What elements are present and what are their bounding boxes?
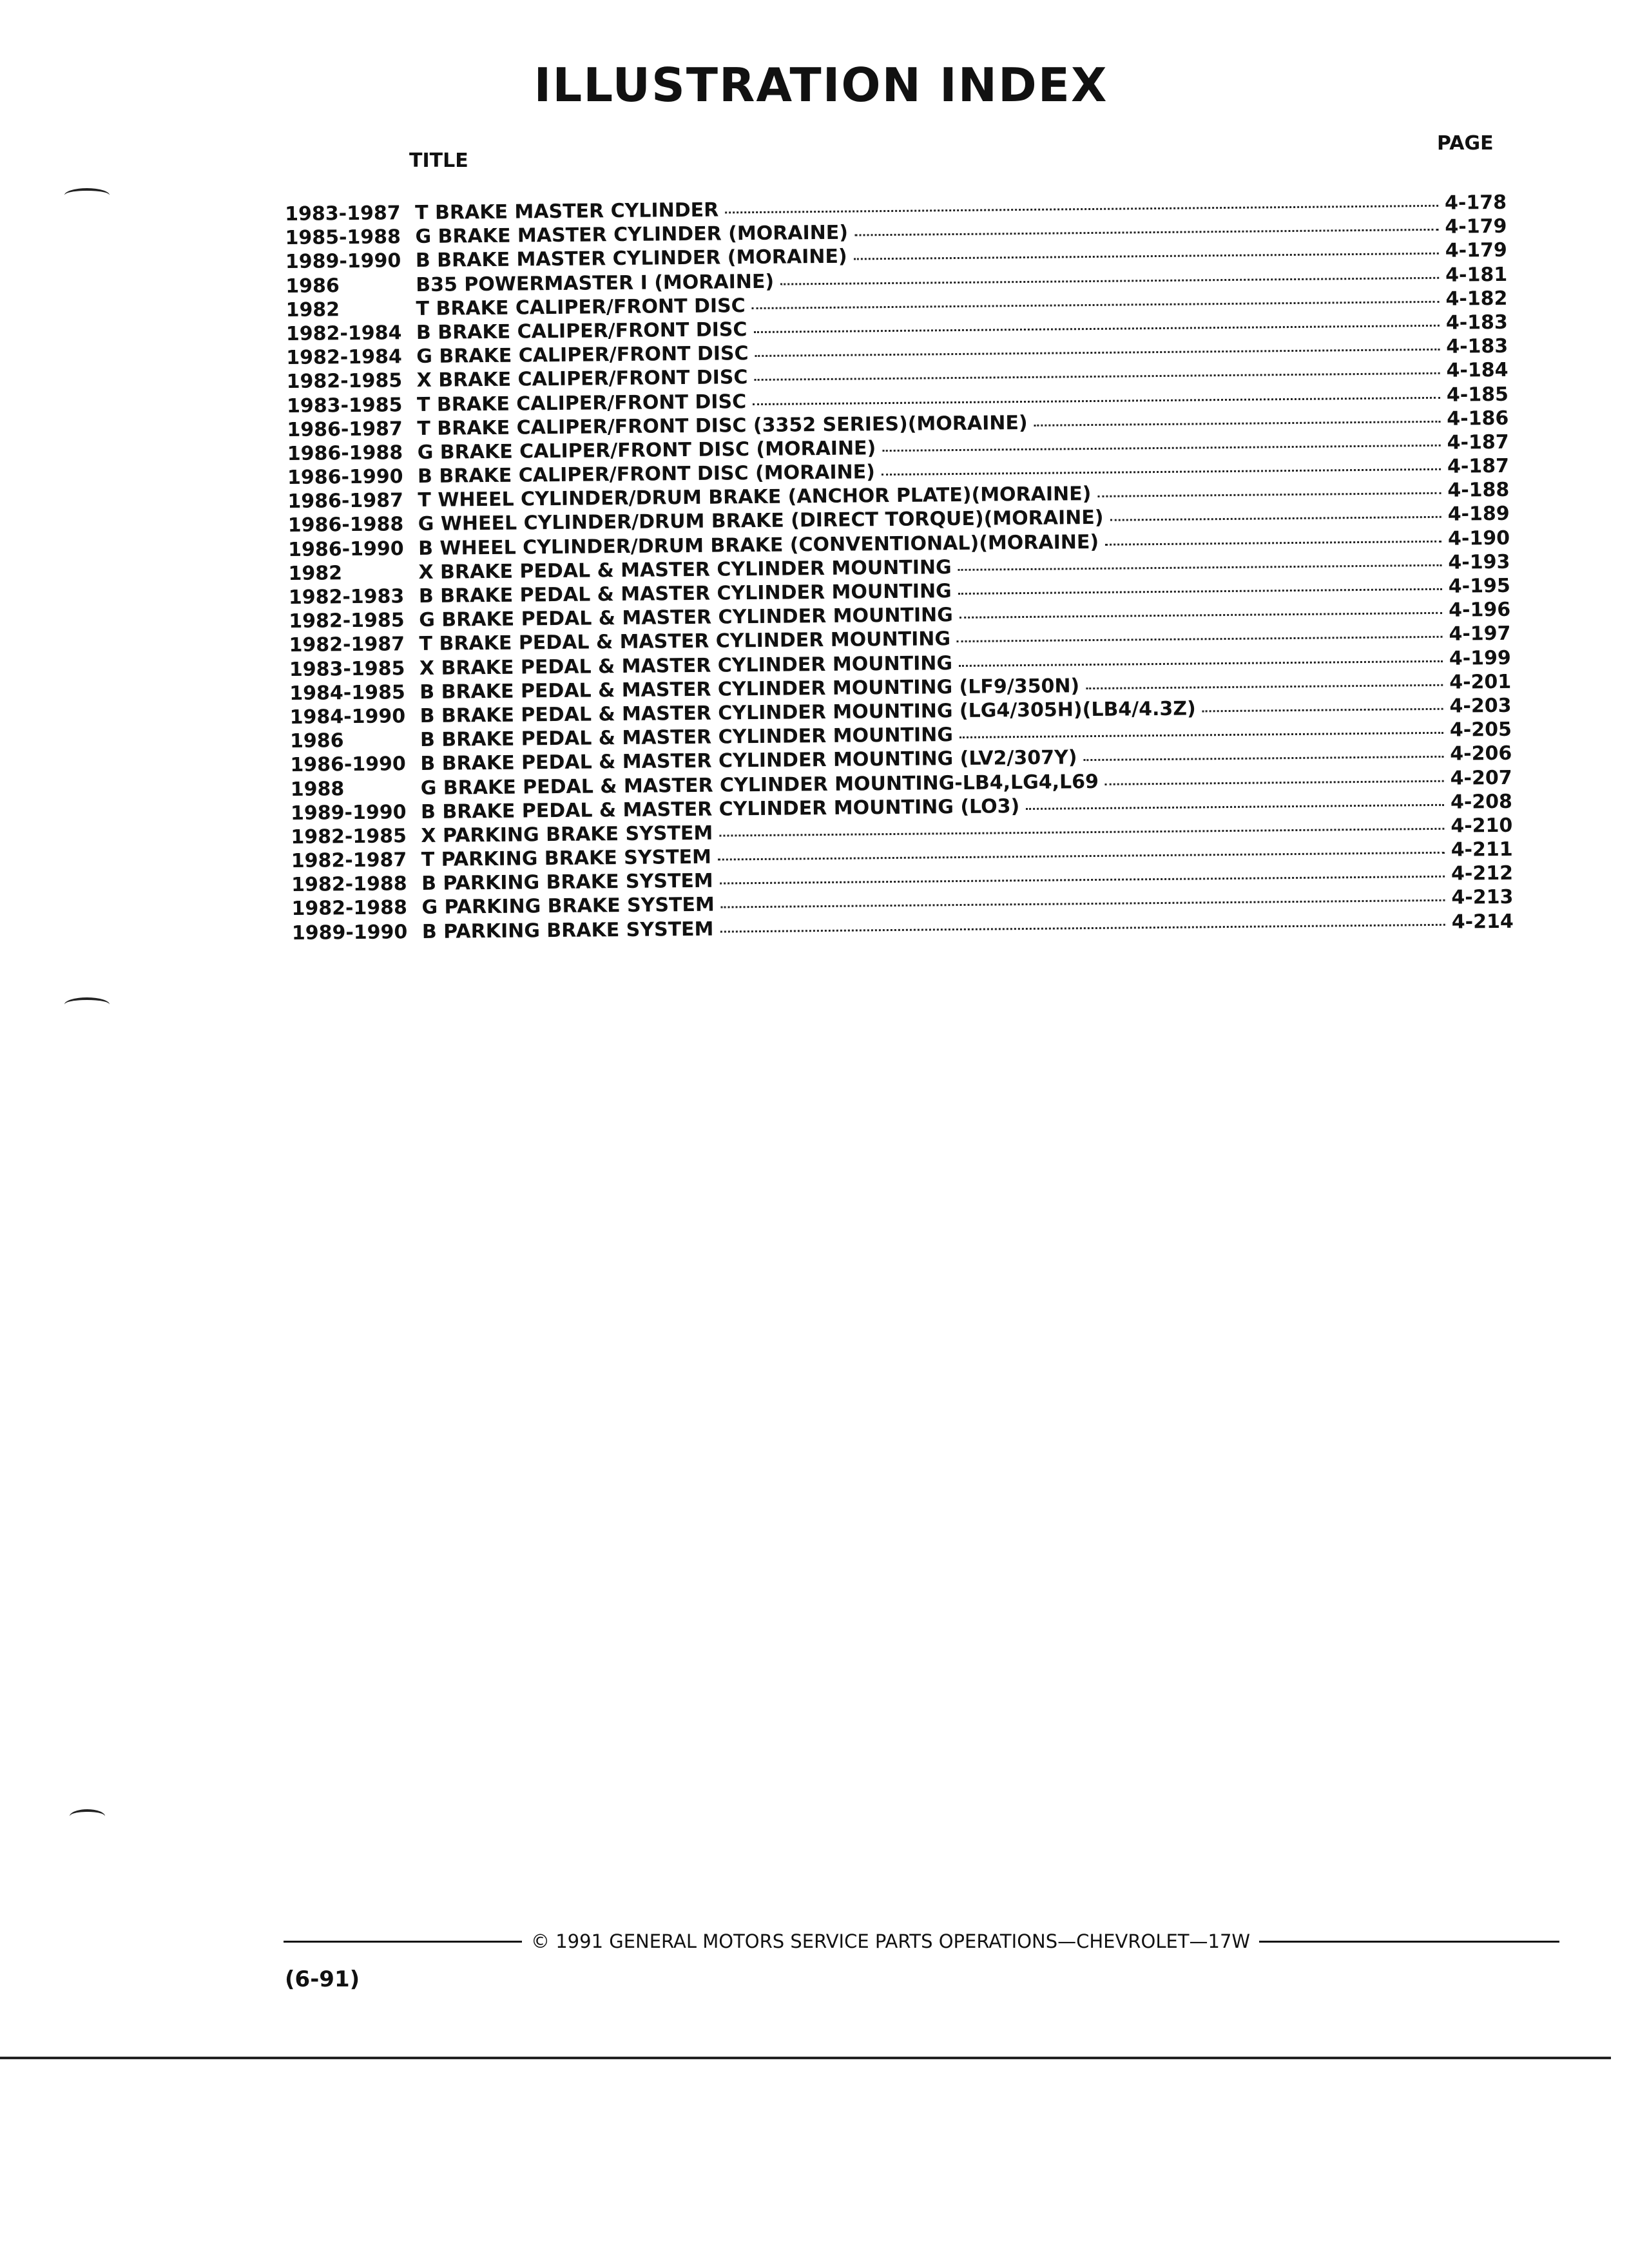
entry-years: 1982-1987 (289, 633, 405, 657)
entry-title: X BRAKE PEDAL & MASTER CYLINDER MOUNTING (419, 651, 953, 680)
binder-hole-mark-middle (64, 997, 110, 1012)
dot-leader (754, 372, 1440, 381)
entry-years: 1982-1985 (286, 369, 403, 394)
entry-page: 4-206 (1450, 742, 1512, 765)
entry-page: 4-190 (1447, 526, 1510, 550)
dot-leader (755, 349, 1440, 357)
dot-leader (718, 852, 1445, 861)
entry-title: T BRAKE PEDAL & MASTER CYLINDER MOUNTING (419, 628, 951, 656)
entry-title: B BRAKE PEDAL & MASTER CYLINDER MOUNTING (419, 724, 954, 752)
entry-years: 1982-1983 (288, 585, 405, 609)
footer (284, 1930, 1559, 1952)
entry-page: 4-195 (1448, 574, 1510, 598)
dot-leader (1034, 420, 1441, 426)
entry-years: 1984-1990 (289, 705, 406, 729)
dot-leader (1026, 803, 1444, 809)
dot-leader (959, 660, 1443, 666)
entry-years: 1983-1985 (289, 657, 405, 681)
entry-page: 4-188 (1447, 479, 1510, 502)
entry-title: B BRAKE PEDAL & MASTER CYLINDER MOUNTING (LV2/307Y) (420, 746, 1077, 776)
entry-title: X PARKING BRAKE SYSTEM (421, 822, 713, 847)
dot-leader (1202, 708, 1443, 713)
dot-leader (882, 468, 1441, 476)
dot-leader (959, 612, 1442, 619)
entry-page: 4-179 (1445, 215, 1507, 238)
entry-page: 4-179 (1445, 239, 1507, 263)
page-title: ILLUSTRATION INDEX (534, 58, 1108, 112)
column-header-title: TITLE (409, 149, 468, 172)
entry-years: 1986 (289, 729, 344, 753)
column-header-page: PAGE (1437, 132, 1494, 155)
entry-years: 1986-1988 (287, 441, 403, 465)
dot-leader (752, 301, 1440, 309)
entry-years: 1982 (285, 298, 340, 322)
entry-years: 1982-1984 (286, 345, 402, 370)
entry-title: B WHEEL CYLINDER/DRUM BRAKE (CONVENTIONAL)(MORAINE) (418, 530, 1099, 560)
entry-title: G BRAKE MASTER CYLINDER (MORAINE) (415, 221, 849, 249)
entry-page: 4-201 (1449, 670, 1512, 694)
entry-page: 4-187 (1447, 430, 1509, 454)
entry-page: 4-183 (1445, 311, 1508, 334)
entry-page: 4-207 (1450, 766, 1512, 790)
entry-years: 1982-1988 (291, 896, 408, 921)
entry-page: 4-197 (1449, 622, 1511, 646)
copyright-notice: © 1991 GENERAL MOTORS SERVICE PARTS OPERATIONS—CHEVROLET—17W (531, 1930, 1251, 1952)
dot-leader (854, 253, 1439, 260)
entry-page: 4-181 (1445, 263, 1508, 287)
entry-page: 4-203 (1449, 694, 1512, 718)
entry-years: 1982-1988 (291, 872, 407, 897)
entry-title: X BRAKE PEDAL & MASTER CYLINDER MOUNTING (418, 555, 952, 584)
entry-title: G PARKING BRAKE SYSTEM (421, 894, 715, 919)
entry-years: 1986-1990 (290, 753, 406, 777)
entry-title: B BRAKE CALIPER/FRONT DISC (416, 318, 747, 344)
entry-years: 1982-1984 (285, 322, 402, 345)
entry-title: G BRAKE PEDAL & MASTER CYLINDER MOUNTING-LB4,LG4,L69 (420, 770, 1099, 800)
entry-title: B BRAKE PEDAL & MASTER CYLINDER MOUNTING (LG4/305H)(LB4/4.3Z) (419, 697, 1196, 727)
entry-years: 1982 (288, 561, 343, 585)
entry-title: B35 POWERMASTER I (MORAINE) (416, 270, 775, 296)
entry-title: T PARKING BRAKE SYSTEM (421, 845, 712, 872)
entry-years: 1982-1985 (291, 825, 407, 849)
entry-page: 4-205 (1449, 718, 1512, 742)
entry-years: 1986-1987 (287, 489, 404, 514)
dot-leader (753, 396, 1440, 405)
entry-page: 4-182 (1445, 287, 1508, 311)
entry-page: 4-213 (1451, 886, 1514, 910)
dot-leader (725, 205, 1438, 214)
dot-leader (720, 876, 1445, 885)
entry-years: 1984-1985 (289, 680, 405, 705)
entry-page: 4-212 (1451, 862, 1514, 885)
entry-years: 1986-1990 (287, 465, 403, 490)
page-bottom-rule (0, 2057, 1611, 2059)
entry-years: 1983-1985 (286, 393, 403, 418)
entry-years: 1986-1990 (287, 537, 404, 561)
entry-years: 1989-1990 (290, 800, 407, 825)
dot-leader (959, 732, 1443, 738)
entry-title: T BRAKE MASTER CYLINDER (414, 198, 719, 225)
dot-leader (720, 923, 1445, 932)
entry-title: T BRAKE CALIPER/FRONT DISC (416, 294, 746, 320)
entry-title: B BRAKE PEDAL & MASTER CYLINDER MOUNTING (LF9/350N) (419, 674, 1080, 704)
dot-leader (1097, 492, 1441, 497)
revision-date-code: (6-91) (285, 1966, 360, 1992)
illustration-index-list (285, 191, 1529, 946)
dot-leader (780, 276, 1439, 285)
entry-title: T WHEEL CYLINDER/DRUM BRAKE (ANCHOR PLATE)(MORAINE) (418, 483, 1092, 512)
dot-leader (1110, 516, 1441, 521)
dot-leader (721, 899, 1445, 908)
entry-title: G BRAKE PEDAL & MASTER CYLINDER MOUNTING (419, 604, 953, 632)
entry-title: B PARKING BRAKE SYSTEM (421, 918, 714, 943)
dot-leader (753, 325, 1439, 333)
entry-title: G BRAKE CALIPER/FRONT DISC (MORAINE) (417, 437, 876, 464)
entry-years: 1989-1990 (291, 920, 408, 945)
entry-years: 1986 (285, 274, 340, 298)
entry-years: 1982-1985 (289, 609, 405, 633)
dot-leader (958, 564, 1442, 571)
dot-leader (958, 588, 1442, 595)
dot-leader (1083, 756, 1443, 761)
entry-years: 1983-1987 (285, 202, 401, 226)
dot-leader (882, 445, 1440, 452)
entry-years: 1986-1988 (287, 513, 404, 537)
entry-title: T BRAKE CALIPER/FRONT DISC (416, 390, 747, 416)
dot-leader (1086, 684, 1443, 689)
entry-years: 1989-1990 (285, 249, 401, 274)
dot-leader (957, 636, 1443, 642)
entry-title: X BRAKE CALIPER/FRONT DISC (416, 366, 748, 392)
entry-page: 4-214 (1451, 910, 1514, 934)
entry-page: 4-196 (1448, 598, 1511, 622)
entry-page: 4-210 (1451, 814, 1513, 838)
entry-title: B BRAKE CALIPER/FRONT DISC (MORAINE) (417, 461, 876, 488)
entry-years: 1988 (290, 777, 345, 801)
footer-rule-right (1259, 1941, 1559, 1943)
entry-page: 4-184 (1446, 359, 1509, 383)
binder-hole-mark-bottom (70, 1809, 105, 1823)
entry-page: 4-211 (1451, 838, 1513, 861)
binder-hole-mark-top (64, 188, 110, 202)
dot-leader (1105, 540, 1441, 545)
entry-page: 4-183 (1446, 334, 1509, 358)
entry-page: 4-193 (1448, 550, 1510, 574)
entry-title: B BRAKE MASTER CYLINDER (MORAINE) (415, 245, 847, 273)
dot-leader (719, 828, 1444, 837)
entry-title: G BRAKE CALIPER/FRONT DISC (416, 342, 749, 369)
dot-leader (854, 229, 1438, 236)
entry-page: 4-187 (1447, 454, 1510, 478)
entry-page: 4-178 (1444, 191, 1507, 215)
entry-title: T BRAKE CALIPER/FRONT DISC (3352 SERIES)(MORAINE) (417, 411, 1028, 440)
entry-page: 4-199 (1449, 646, 1511, 670)
entry-title: B BRAKE PEDAL & MASTER CYLINDER MOUNTING (418, 580, 952, 608)
entry-title: B BRAKE PEDAL & MASTER CYLINDER MOUNTING (LO3) (420, 794, 1020, 823)
footer-rule-left (284, 1941, 522, 1943)
entry-title: B PARKING BRAKE SYSTEM (421, 869, 713, 896)
entry-page: 4-185 (1446, 383, 1509, 407)
entry-page: 4-189 (1447, 503, 1510, 526)
entry-years: 1986-1987 (287, 417, 403, 441)
entry-page: 4-186 (1447, 407, 1509, 430)
entry-page: 4-208 (1450, 790, 1513, 814)
entry-years: 1985-1988 (285, 226, 401, 250)
entry-years: 1982-1987 (291, 849, 407, 873)
dot-leader (1105, 780, 1444, 785)
entry-title: G WHEEL CYLINDER/DRUM BRAKE (DIRECT TORQUE)(MORAINE) (418, 506, 1104, 536)
